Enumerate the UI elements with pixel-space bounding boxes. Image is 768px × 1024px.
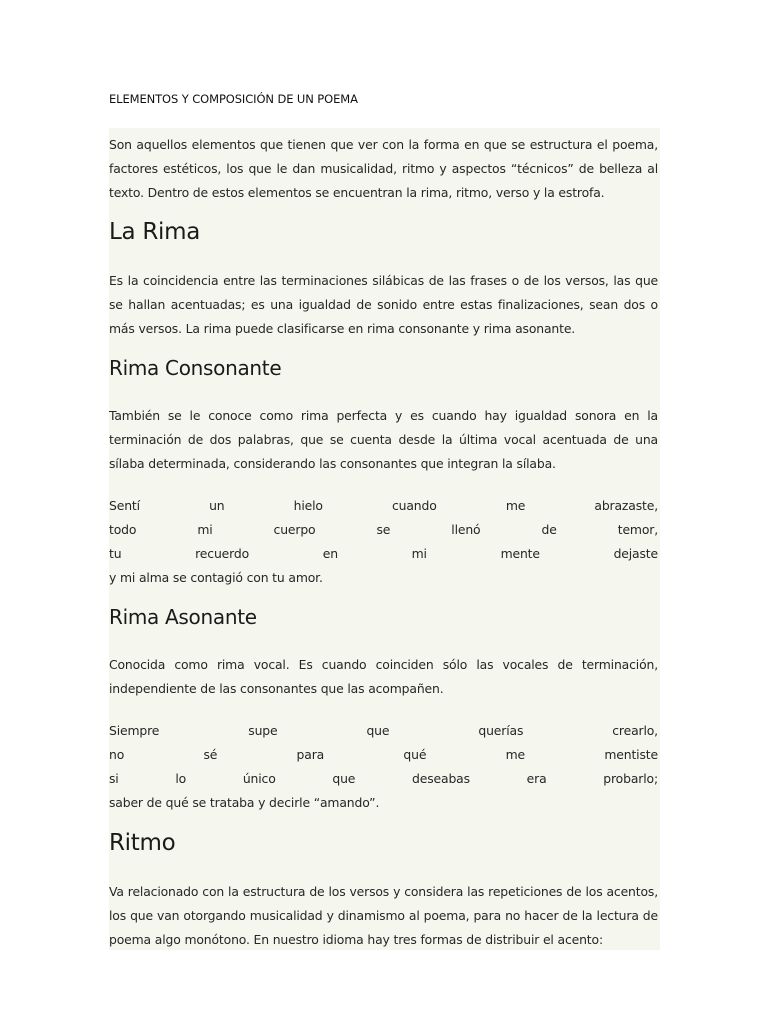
verse-word: que <box>332 771 356 786</box>
verse-word: que <box>366 723 390 738</box>
content-panel <box>109 128 660 950</box>
verse-word: dejaste <box>613 546 658 561</box>
verse-word: para <box>296 747 325 762</box>
verse-word: crearlo, <box>612 723 658 738</box>
heading-ritmo: Ritmo <box>109 830 176 856</box>
verse-word: temor, <box>617 522 658 537</box>
heading-rima-asonante: Rima Asonante <box>109 605 257 629</box>
asonante-paragraph: Conocida como rima vocal. Es cuando coinciden sólo las vocales de terminación, independiente de las consonantes que las acompañen. <box>109 657 658 696</box>
verse-word: querías <box>478 723 524 738</box>
verse-word: abrazaste, <box>594 498 658 513</box>
verse-word: probarlo; <box>603 771 658 786</box>
intro-paragraph: Son aquellos elementos que tienen que ver con la forma en que se estructura el poema, factores estéticos, los que le dan musicalidad, ritmo y aspectos “técnicos” de belleza al texto. Dentro de estos elementos se encuentran la rima, ritmo, verso y la estrofa. <box>109 137 658 200</box>
verse-line <box>109 719 658 743</box>
verse-word: cuerpo <box>273 522 316 537</box>
verse-word: todo <box>109 522 137 537</box>
verse-word: se <box>376 522 391 537</box>
verse-word: mente <box>500 546 540 561</box>
verse-word: mi <box>197 522 213 537</box>
heading-rima-consonante: Rima Consonante <box>109 356 282 380</box>
verse-word: Siempre <box>109 723 160 738</box>
verse-word: me <box>505 498 526 513</box>
verse-word: un <box>209 498 225 513</box>
verse-line <box>109 743 658 767</box>
verse-word: recuerdo <box>195 546 249 561</box>
verse-word: mentiste <box>604 747 658 762</box>
rima-paragraph: Es la coincidencia entre las terminaciones silábicas de las frases o de los versos, las que se hallan acentuadas; es una igualdad de sonido entre estas finalizaciones, sean dos o más versos. La rima puede clasificarse en rima consonante y rima asonante. <box>109 273 658 336</box>
verse-word: de <box>541 522 557 537</box>
asonante-verse <box>109 719 658 815</box>
verse-line: y mi alma se contagió con tu amor. <box>109 570 323 585</box>
verse-word: mi <box>411 546 427 561</box>
consonante-paragraph: También se le conoce como rima perfecta y es cuando hay igualdad sonora en la terminación de dos palabras, que se cuenta desde la última vocal acentuada de una sílaba determinada, considerando las consonantes que integran la sílaba. <box>109 408 658 471</box>
verse-word: me <box>505 747 526 762</box>
verse-word: no <box>109 747 125 762</box>
verse-word: supe <box>248 723 278 738</box>
verse-word: sé <box>203 747 218 762</box>
verse-line <box>109 494 658 518</box>
verse-word: cuando <box>391 498 437 513</box>
verse-word: lo <box>175 771 187 786</box>
verse-word: era <box>526 771 547 786</box>
verse-word: si <box>109 771 119 786</box>
verse-line: saber de qué se trataba y decirle “amando”. <box>109 795 380 810</box>
verse-word: qué <box>403 747 427 762</box>
verse-word: Sentí <box>109 498 140 513</box>
verse-word: hielo <box>293 498 323 513</box>
verse-word: deseabas <box>412 771 470 786</box>
consonante-verse <box>109 494 658 590</box>
verse-word: llenó <box>451 522 481 537</box>
ritmo-paragraph: Va relacionado con la estructura de los versos y considera las repeticiones de los acentos, los que van otorgando musicalidad y dinamismo al poema, para no hacer de la lectura de poema algo monótono. En nuestro idioma hay tres formas de distribuir el acento: <box>109 884 658 947</box>
document-title: ELEMENTOS Y COMPOSICIÓN DE UN POEMA <box>109 92 358 106</box>
heading-la-rima: La Rima <box>109 219 200 245</box>
verse-word: tu <box>109 546 122 561</box>
verse-line <box>109 767 658 791</box>
verse-word: único <box>242 771 276 786</box>
verse-line <box>109 518 658 542</box>
verse-line <box>109 542 658 566</box>
verse-word: en <box>322 546 338 561</box>
